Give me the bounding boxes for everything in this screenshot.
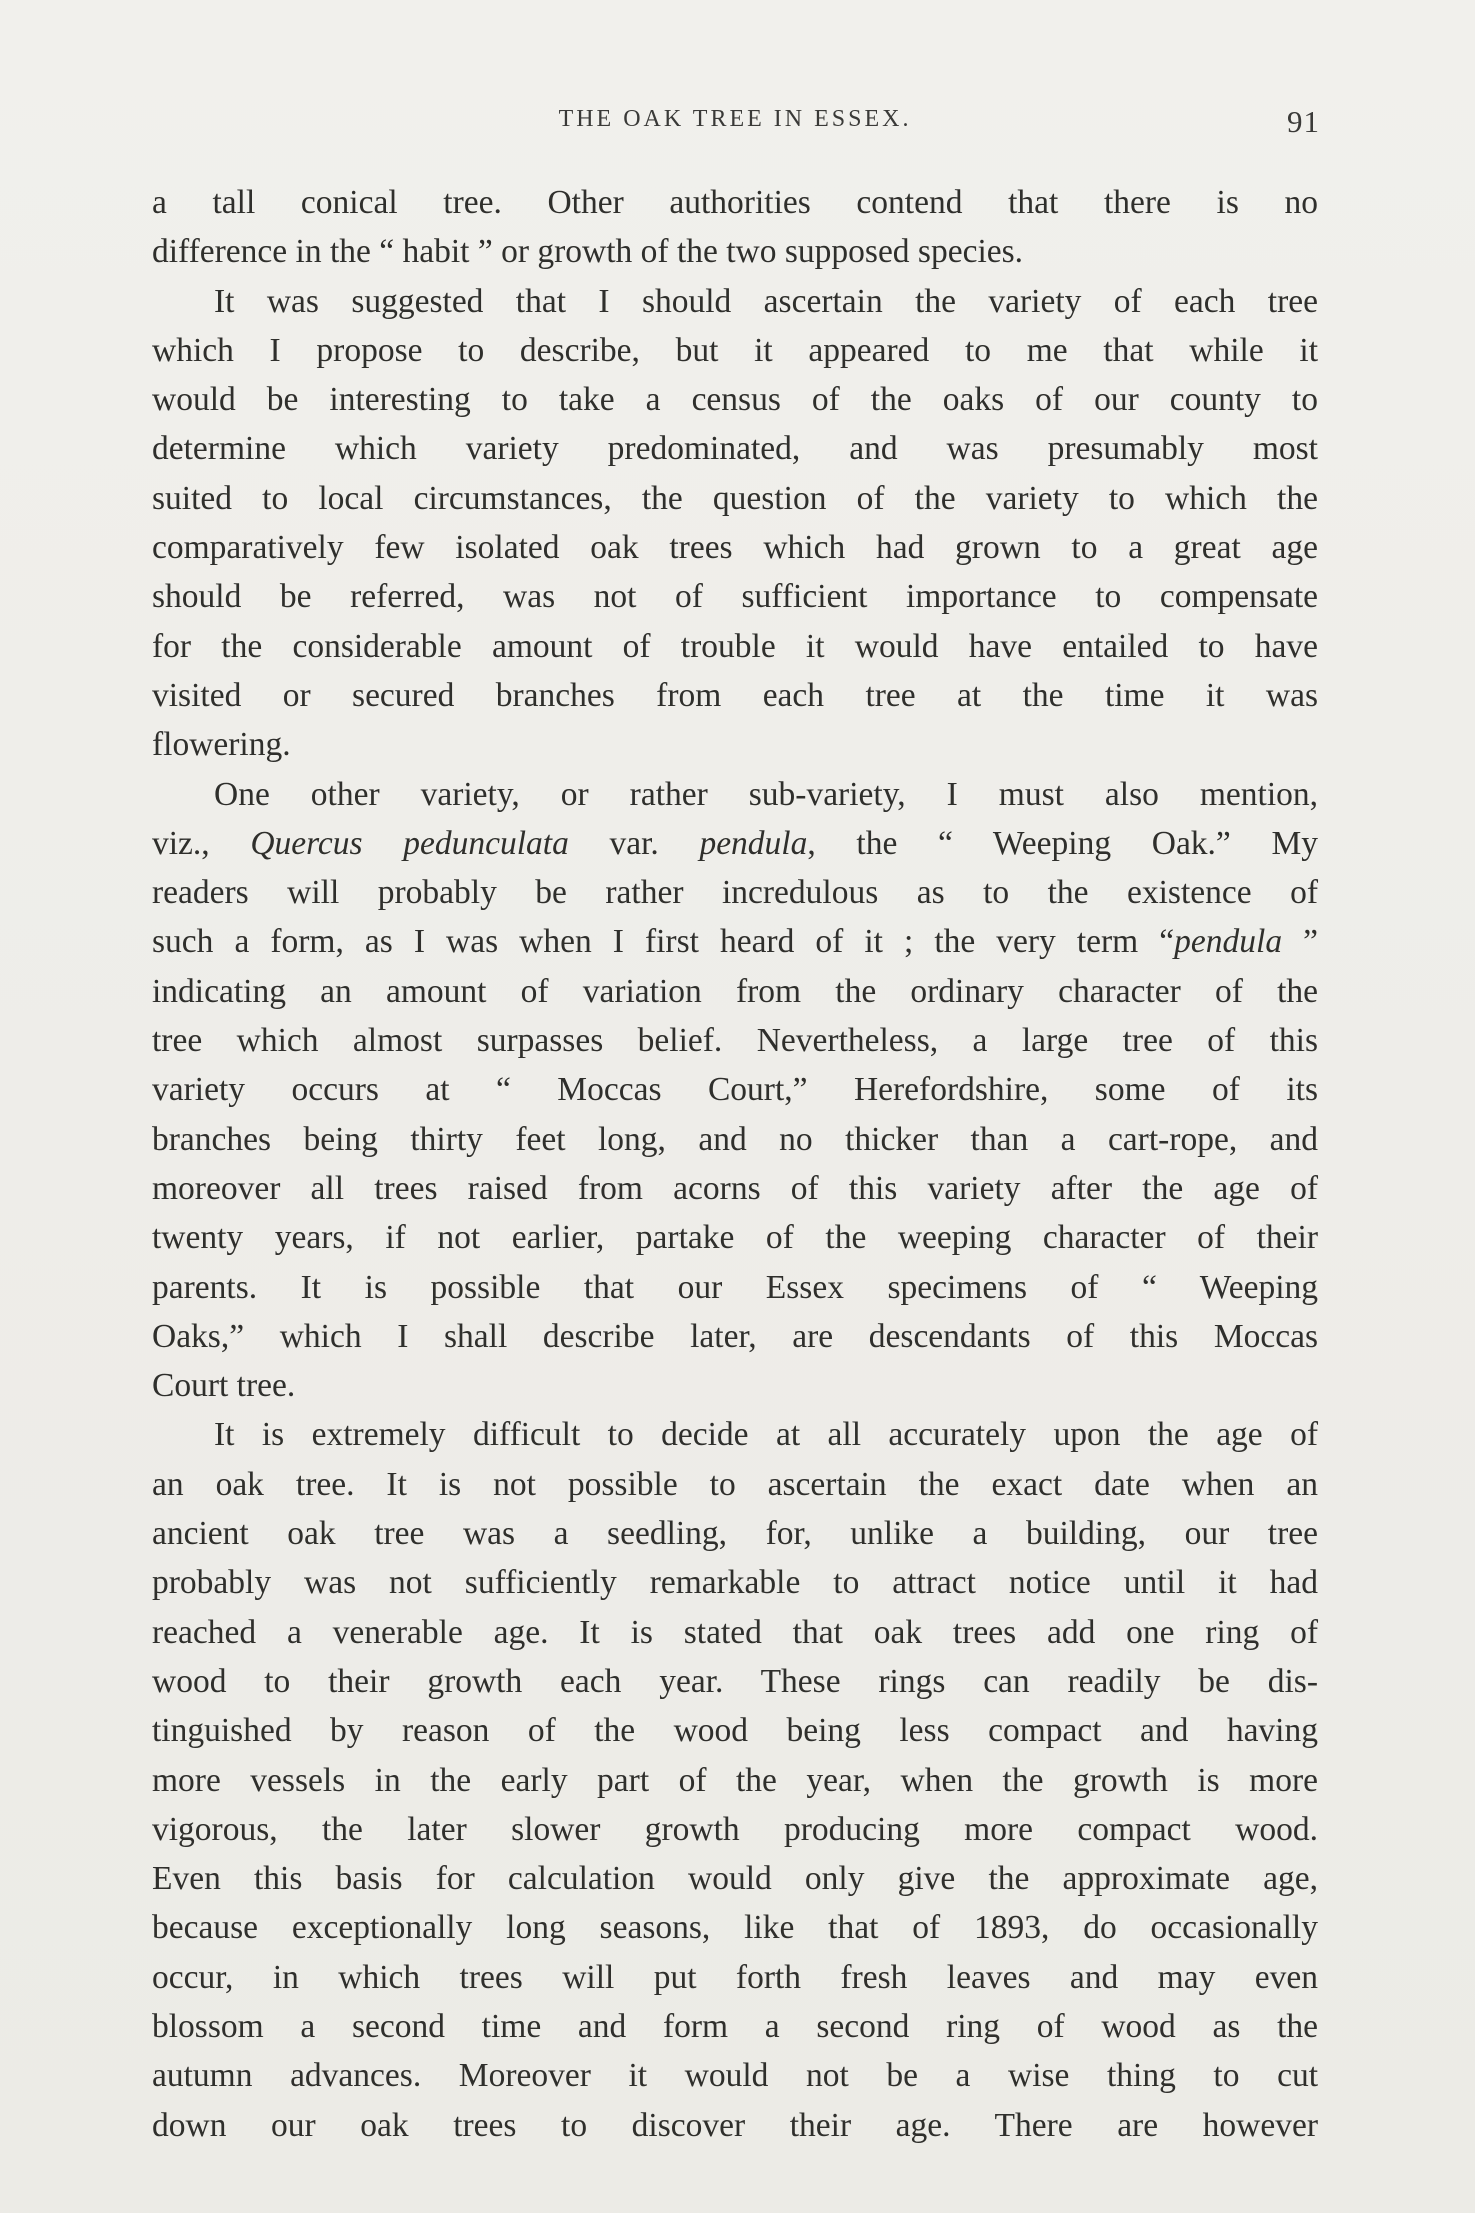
text-line: probably was not sufficiently remarkable to attract notice until it had [152, 1564, 1318, 1602]
body-text [152, 178, 1318, 2150]
text-line: indicating an amount of variation from the ordinary character of the [152, 972, 1318, 1010]
text-line: Even this basis for calculation would only give the approximate age, [152, 1860, 1318, 1898]
text-line: such a form, as I was when I first heard of it ; the very term “pendula ” [152, 923, 1319, 961]
text-line: flowering. [152, 726, 291, 764]
text-line: ancient oak tree was a seedling, for, unlike a building, our tree [152, 1515, 1318, 1553]
text-line: autumn advances. Moreover it would not be a wise thing to cut [152, 2057, 1318, 2095]
text-line: It was suggested that I should ascertain the variety of each tree [214, 282, 1318, 320]
text-line: would be interesting to take a census of the oaks of our county to [152, 381, 1318, 419]
text-line: vigorous, the later slower growth producing more compact wood. [152, 1810, 1318, 1848]
italic-term: pendula [1174, 923, 1283, 961]
text-line: viz., Quercus pedunculata var. pendula, the “ Weeping Oak.” My [152, 824, 1318, 862]
text-line: branches being thirty feet long, and no thicker than a cart-rope, and [152, 1120, 1318, 1158]
text-line: parents. It is possible that our Essex specimens of “ Weeping [152, 1268, 1318, 1306]
text-line: readers will probably be rather incredulous as to the existence of [152, 874, 1318, 912]
text-line: because exceptionally long seasons, like that of 1893, do occasionally [152, 1909, 1318, 1947]
italic-term: Quercus pedunculata [250, 824, 569, 862]
text-line: tinguished by reason of the wood being less compact and having [152, 1712, 1318, 1750]
paragraph-1 [152, 178, 1318, 277]
text-line: more vessels in the early part of the year, when the growth is more [152, 1761, 1318, 1799]
text-line: an oak tree. It is not possible to ascertain the exact date when an [152, 1465, 1318, 1503]
paragraph-4 [152, 1410, 1318, 2149]
page-number: 91 [1287, 104, 1320, 139]
text-line: One other variety, or rather sub-variety, I must also mention, [214, 775, 1318, 813]
running-title: THE OAK TREE IN ESSEX. [558, 106, 912, 132]
text-line: for the considerable amount of trouble it would have entailed to have [152, 627, 1318, 665]
text-line: variety occurs at “ Moccas Court,” Herefordshire, some of its [152, 1071, 1318, 1109]
text-line: It is extremely difficult to decide at all accurately upon the age of [214, 1416, 1318, 1454]
text-line: blossom a second time and form a second ring of wood as the [152, 2007, 1318, 2045]
text-line: a tall conical tree. Other authorities contend that there is no [152, 184, 1318, 221]
text-line: Court tree. [152, 1367, 296, 1405]
text-line: determine which variety predominated, and was presumably most [152, 430, 1318, 468]
text-line: difference in the “ habit ” or growth of the two supposed species. [152, 233, 1024, 271]
paragraph-2 [152, 277, 1318, 770]
text-line: should be referred, was not of sufficient importance to compensate [152, 578, 1318, 616]
text-line: tree which almost surpasses belief. Nevertheless, a large tree of this [152, 1022, 1318, 1060]
text-line: Oaks,” which I shall describe later, are descendants of this Moccas [152, 1317, 1318, 1355]
text-line: suited to local circumstances, the question of the variety to which the [152, 479, 1318, 517]
text-line: down our oak trees to discover their age. There are however [152, 2106, 1318, 2144]
text-line: reached a venerable age. It is stated that oak trees add one ring of [152, 1613, 1318, 1651]
text-line: comparatively few isolated oak trees which had grown to a great age [152, 529, 1318, 567]
paragraph-3 [152, 770, 1318, 1411]
running-head [150, 104, 1320, 144]
text-line: visited or secured branches from each tree at the time it was [152, 676, 1318, 714]
italic-term: pendula [699, 824, 808, 862]
text-line: moreover all trees raised from acorns of this variety after the age of [152, 1169, 1318, 1207]
text-line: which I propose to describe, but it appeared to me that while it [152, 331, 1318, 369]
text-line: twenty years, if not earlier, partake of the weeping character of their [152, 1219, 1318, 1257]
text-line: wood to their growth each year. These rings can readily be dis- [152, 1662, 1318, 1700]
text-line: occur, in which trees will put forth fresh leaves and may even [152, 1958, 1318, 1996]
